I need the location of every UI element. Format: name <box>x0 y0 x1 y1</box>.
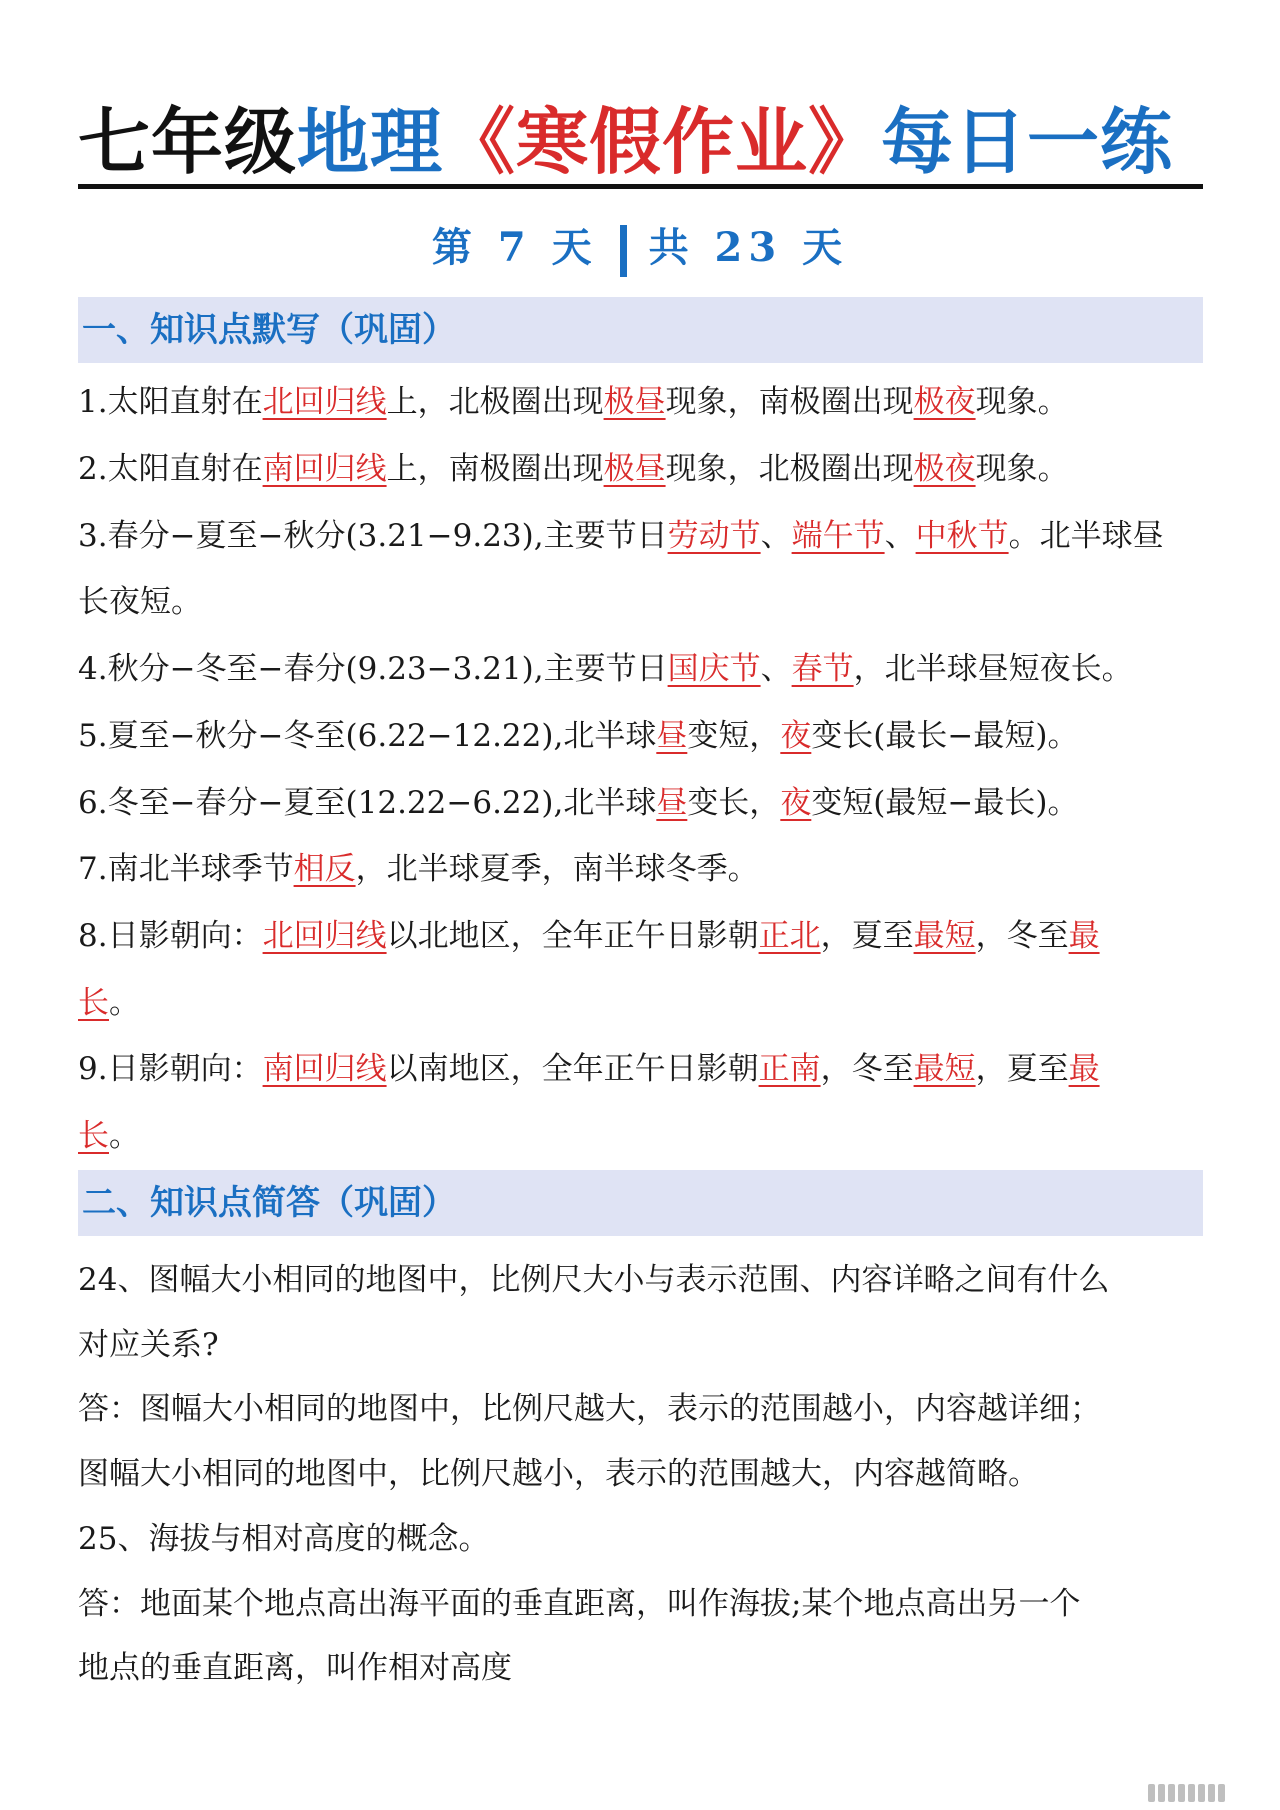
keyword-answer: 端午节 <box>791 518 885 554</box>
line-text: 以北地区，全年正午日影朝 <box>386 918 759 954</box>
keyword-answer: 南回归线 <box>262 1051 387 1087</box>
line-text: 。 <box>109 1118 140 1154</box>
line-text: 、 <box>760 651 792 687</box>
keyword-answer: 最短 <box>913 918 976 954</box>
line-text: 变长(最长−最短)。 <box>811 718 1079 754</box>
keyword-answer: 极夜 <box>913 384 976 420</box>
section-heading-recall: 一、知识点默写（巩固） <box>78 297 1203 363</box>
line-text: 、 <box>884 518 916 554</box>
keyword-answer: 极昼 <box>603 384 666 420</box>
title-subject: 地理 <box>297 100 444 184</box>
line-text: 长夜短。 <box>78 584 202 620</box>
line-text: ，夏至 <box>975 1051 1069 1087</box>
line-text: ，冬至 <box>820 1051 914 1087</box>
keyword-answer: 夜 <box>780 785 812 821</box>
keyword-answer: 相反 <box>293 851 356 887</box>
qa-line: 答：地面某个地点高出海平面的垂直距离，叫作海拔;某个地点高出另一个 <box>78 1586 1081 1622</box>
line-text: 上，北极圈出现 <box>386 384 604 420</box>
line-text: ，北半球昼短夜长。 <box>853 651 1133 687</box>
keyword-answer: 正南 <box>758 1051 821 1087</box>
qa-line: 地点的垂直距离，叫作相对高度 <box>78 1650 512 1686</box>
keyword-answer: 夜 <box>780 718 812 754</box>
keyword-answer: 中秋节 <box>915 518 1009 554</box>
line-text: 9.日影朝向： <box>78 1051 263 1087</box>
day-counter <box>0 218 1280 278</box>
line-text: 4.秋分−冬至−春分(9.23−3.21),主要节日 <box>78 651 668 687</box>
day-total: 共 23 天 <box>648 224 849 271</box>
keyword-answer: 昼 <box>656 718 688 754</box>
qa-line: 24、图幅大小相同的地图中，比例尺大小与表示范围、内容详略之间有什么 <box>78 1262 1110 1298</box>
keyword-answer: 北回归线 <box>262 918 387 954</box>
keyword-answer: 长 <box>78 1118 109 1154</box>
knowledge-line <box>78 374 1208 430</box>
keyword-answer: 最 <box>1068 1051 1100 1087</box>
keyword-answer: 南回归线 <box>262 451 387 487</box>
line-text: 7.南北半球季节 <box>78 851 294 887</box>
line-text: 。 <box>109 985 140 1021</box>
line-text: 上，南极圈出现 <box>386 451 604 487</box>
keyword-answer: 极昼 <box>603 451 666 487</box>
qa-line: 25、海拔与相对高度的概念。 <box>78 1521 490 1557</box>
keyword-answer: 最 <box>1068 918 1100 954</box>
line-text: ，北半球夏季，南半球冬季。 <box>355 851 759 887</box>
knowledge-line <box>78 975 1208 1031</box>
day-current: 第 7 天 <box>431 224 598 271</box>
knowledge-line <box>78 1041 1208 1097</box>
line-text: 8.日影朝向： <box>78 918 263 954</box>
knowledge-line <box>78 841 1208 897</box>
keyword-answer: 长 <box>78 985 109 1021</box>
keyword-answer: 劳动节 <box>667 518 761 554</box>
line-text: 。北半球昼 <box>1008 518 1164 554</box>
line-text: 1.太阳直射在 <box>78 384 263 420</box>
keyword-answer: 极夜 <box>913 451 976 487</box>
line-text: 2.太阳直射在 <box>78 451 263 487</box>
line-text: 3.春分−夏至−秋分(3.21−9.23),主要节日 <box>78 518 668 554</box>
scroll-indicator-icon[interactable] <box>1148 1780 1268 1802</box>
keyword-answer: 北回归线 <box>262 384 387 420</box>
line-text: 、 <box>760 518 792 554</box>
line-text: 现象，南极圈出现 <box>665 384 914 420</box>
line-text: 现象。 <box>975 384 1069 420</box>
knowledge-line <box>78 441 1208 497</box>
line-text: ，夏至 <box>820 918 914 954</box>
keyword-answer: 国庆节 <box>667 651 761 687</box>
knowledge-line <box>78 775 1208 831</box>
keyword-answer: 最短 <box>913 1051 976 1087</box>
line-text: 5.夏至−秋分−冬至(6.22−12.22),北半球 <box>78 718 657 754</box>
keyword-answer: 正北 <box>758 918 821 954</box>
knowledge-line <box>78 574 1208 630</box>
knowledge-line <box>78 1108 1208 1164</box>
keyword-answer: 春节 <box>791 651 854 687</box>
section-heading-short-answer: 二、知识点简答（巩固） <box>78 1170 1203 1236</box>
line-text: 现象，北极圈出现 <box>665 451 914 487</box>
qa-line: 图幅大小相同的地图中，比例尺越小，表示的范围越大，内容越简略。 <box>78 1456 1039 1492</box>
title-underline <box>78 184 1203 189</box>
knowledge-line <box>78 708 1208 764</box>
line-text: 变短， <box>687 718 781 754</box>
line-text: 6.冬至−春分−夏至(12.22−6.22),北半球 <box>78 785 657 821</box>
qa-line: 对应关系? <box>78 1327 219 1363</box>
title-daily: 每日一练 <box>881 100 1174 184</box>
line-text: 以南地区，全年正午日影朝 <box>386 1051 759 1087</box>
day-divider <box>620 225 627 277</box>
title-grade: 七年级 <box>78 100 298 184</box>
page-title <box>78 92 1203 192</box>
knowledge-line <box>78 508 1208 564</box>
knowledge-line <box>78 908 1208 964</box>
line-text: ，冬至 <box>975 918 1069 954</box>
keyword-answer: 昼 <box>656 785 688 821</box>
qa-line: 答：图幅大小相同的地图中，比例尺越大，表示的范围越小，内容越详细； <box>78 1391 1101 1427</box>
line-text: 变短(最短−最长)。 <box>811 785 1079 821</box>
knowledge-line <box>78 641 1208 697</box>
line-text: 变长， <box>687 785 781 821</box>
line-text: 现象。 <box>975 451 1069 487</box>
title-homework: 《寒假作业》 <box>443 100 882 184</box>
